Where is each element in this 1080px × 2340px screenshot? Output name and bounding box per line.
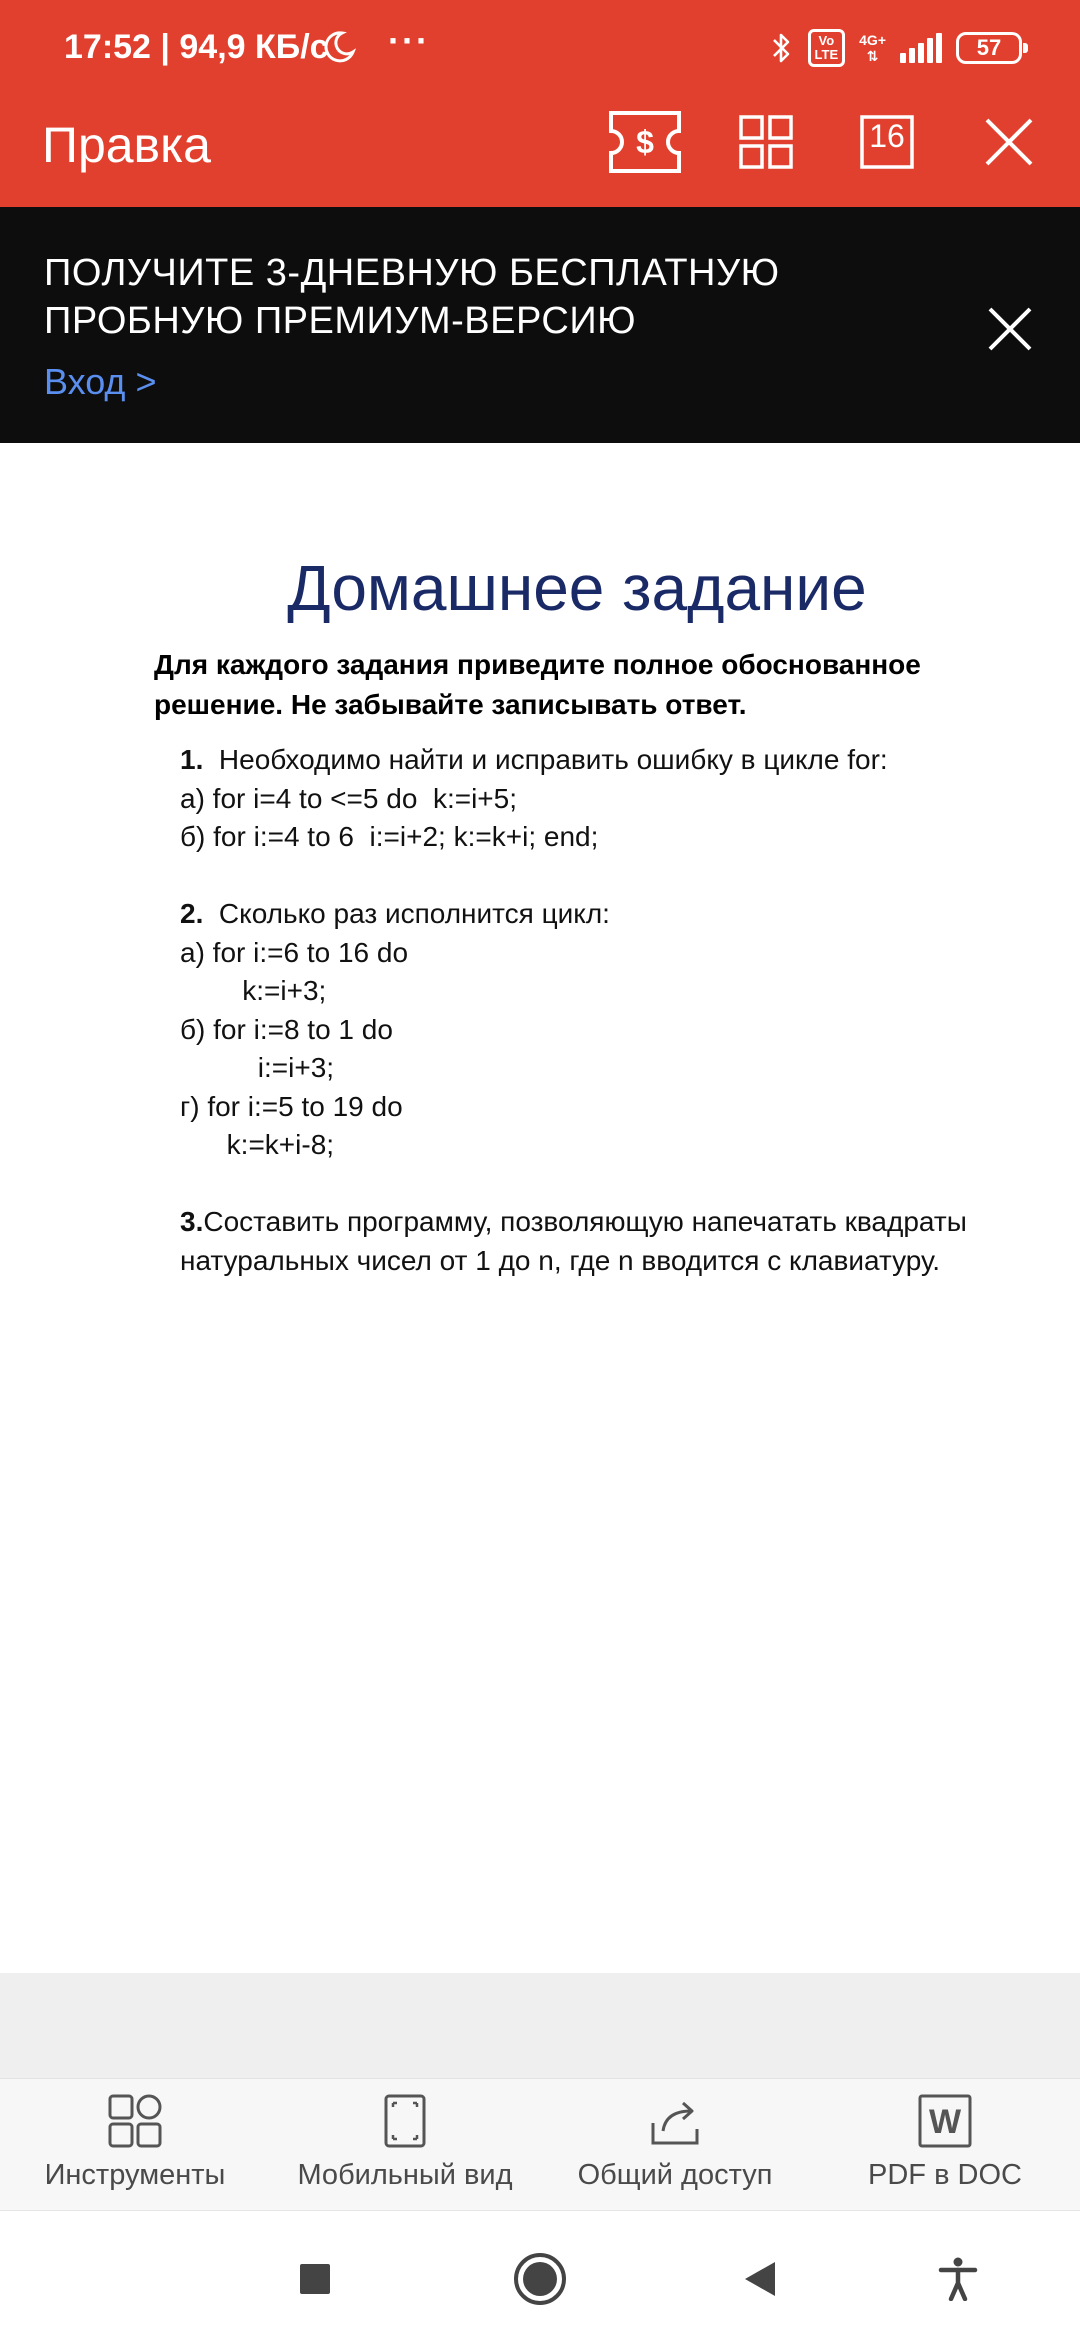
login-link[interactable]: Вход >	[44, 361, 157, 402]
close-icon	[984, 117, 1034, 167]
status-right-icons	[770, 26, 1022, 70]
grid-icon	[739, 115, 793, 169]
app-bar-title: Правка	[42, 117, 211, 173]
word-icon-letter: W	[928, 2103, 962, 2141]
page-count-button[interactable]	[860, 108, 914, 176]
square-icon	[299, 2263, 331, 2295]
share-icon	[647, 2093, 703, 2149]
task-1-a: а) for i=4 to <=5 do k:=i+5;	[180, 782, 517, 814]
accessibility-button[interactable]	[928, 2249, 988, 2309]
accessibility-icon	[938, 2257, 978, 2301]
page-count-label: 16	[869, 118, 905, 154]
do-not-disturb-moon-icon	[322, 30, 356, 64]
back-button[interactable]	[730, 2249, 790, 2309]
tools-icon	[107, 2093, 163, 2149]
more-notifications-icon: ···	[388, 20, 430, 61]
task-2-b-line1: б) for i:=8 to 1 do	[180, 1013, 393, 1045]
mobile-view-label: Мобильный вид	[297, 2159, 513, 2191]
home-button[interactable]	[510, 2249, 570, 2309]
network-type-icon: 4G+ ⇅	[859, 32, 886, 64]
close-banner-icon[interactable]	[984, 303, 1036, 355]
status-bar	[0, 0, 1080, 96]
promo-text: ПОЛУЧИТЕ 3-ДНЕВНУЮ БЕСПЛАТНУЮ ПРОБНУЮ ПРЕМИУМ-ВЕРСИЮ	[44, 252, 780, 342]
top-bar	[0, 0, 1080, 207]
task-2-b-line2: i:=i+3;	[180, 1052, 335, 1083]
task-1-b: б) for i:=4 to 6 i:=i+2; k:=k+i; end;	[180, 821, 599, 852]
mobile-view-icon	[383, 2093, 427, 2149]
task-3-line1: 3.Составить программу, позволяющую напечатать квадраты	[180, 1206, 967, 1237]
pdf-to-doc-button[interactable]	[810, 2093, 1080, 2205]
document-bottom-area	[0, 1973, 1080, 2078]
back-triangle-icon	[743, 2260, 777, 2298]
recents-button[interactable]	[285, 2249, 345, 2309]
task-2-heading: 2. Сколько раз исполнится цикл:	[180, 898, 610, 929]
tools-button[interactable]	[0, 2093, 270, 2205]
task-3-line2: натуральных чисел от 1 до n, где n вводится с клавиатуру.	[180, 1244, 941, 1276]
mobile-view-button[interactable]	[270, 2093, 540, 2205]
document-title: Домашнее задание	[287, 552, 867, 624]
share-button[interactable]	[540, 2093, 810, 2205]
task-1-heading: 1. Необходимо найти и исправить ошибку в цикле for:	[180, 744, 888, 775]
document-intro: Для каждого задания приведите полное обоснованное решение. Не забывайте записывать ответ.	[154, 649, 921, 720]
status-time: 17:52 | 94,9 КБ/с	[64, 28, 329, 66]
svg-text:$: $	[636, 124, 654, 160]
premium-promo-banner	[0, 207, 1080, 443]
bottom-toolbar	[0, 2078, 1080, 2210]
dollar-ticket-icon	[605, 109, 685, 175]
task-2-a-line2: k:=i+3;	[180, 975, 327, 1006]
task-2-a-line1: а) for i:=6 to 16 do	[180, 936, 409, 968]
volte-icon: Vo LTE	[808, 29, 846, 67]
home-circle-icon	[513, 2252, 567, 2306]
close-document-button[interactable]	[982, 108, 1036, 176]
battery-icon: 57	[956, 32, 1022, 64]
system-navigation-bar	[0, 2210, 1080, 2340]
share-label: Общий доступ	[577, 2159, 773, 2191]
document-body	[180, 741, 1040, 1280]
thumbnails-grid-button[interactable]	[738, 108, 794, 176]
signal-strength-icon	[900, 33, 942, 63]
document-page[interactable]	[0, 443, 1080, 1973]
pdf-to-doc-label: PDF в DOC	[868, 2159, 1022, 2191]
task-2-g-line2: k:=k+i-8;	[180, 1129, 335, 1160]
tools-label: Инструменты	[44, 2159, 226, 2191]
task-2-g-line1: г) for i:=5 to 19 do	[180, 1090, 403, 1122]
premium-ticket-button[interactable]	[604, 108, 686, 176]
bluetooth-icon	[770, 31, 794, 65]
